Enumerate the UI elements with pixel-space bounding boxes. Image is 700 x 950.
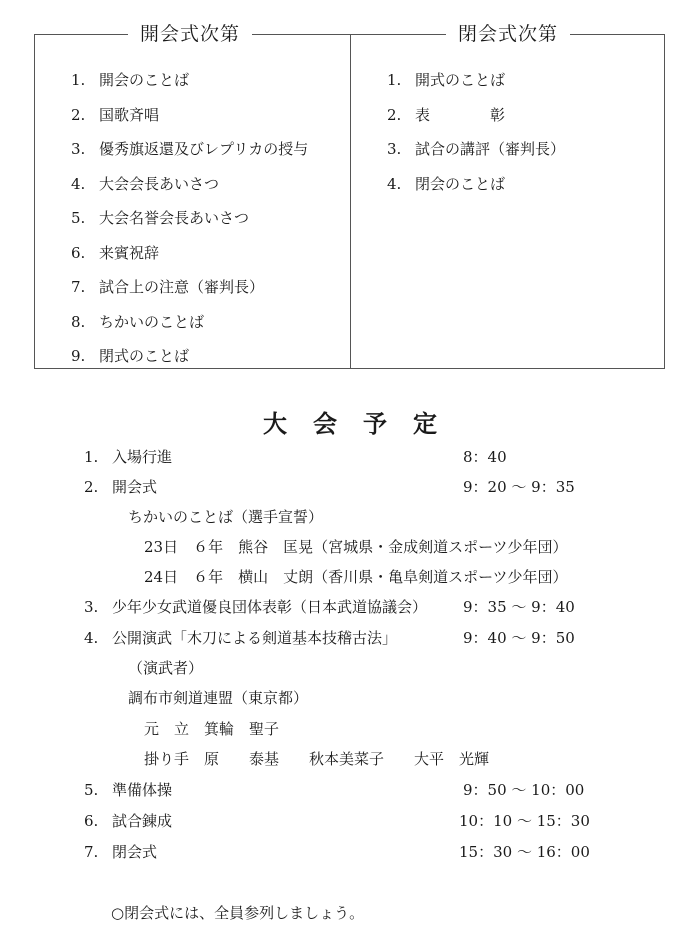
opening-ceremony-item-label: 大会名誉会長あいさつ [99, 209, 250, 227]
opening-ceremony-list [71, 70, 308, 381]
opening-ceremony-item [71, 208, 308, 243]
opening-ceremony-item-label: 大会会長あいさつ [99, 174, 220, 193]
opening-ceremony-item-label: 開会のことば [99, 71, 190, 89]
schedule-subitem: ちかいのことば（選手宣誓） [128, 508, 324, 526]
closing-ceremony-item-number: 2. [387, 105, 402, 124]
closing-ceremony-item-label: 試合の講評（審判長） [415, 140, 566, 158]
schedule-subitem: 調布市剣道連盟（東京都） [128, 689, 309, 707]
opening-ceremony-item [71, 105, 308, 140]
closing-ceremony-item [387, 70, 565, 105]
closing-ceremony-item-number: 4. [387, 174, 402, 193]
opening-ceremony-item [71, 174, 308, 209]
schedule-item-closing: 閉会式 [112, 843, 158, 861]
schedule-subitem: （演武者） [128, 659, 204, 677]
closing-ceremony-item [387, 105, 565, 140]
opening-ceremony-item-label: 国歌斉唱 [99, 105, 160, 124]
column-divider [350, 35, 351, 368]
opening-ceremony-item [71, 346, 308, 381]
closing-ceremony-item-label: 閉会のことば [415, 174, 506, 193]
opening-ceremony-item-number: 2. [71, 105, 86, 124]
opening-ceremony-item-label: 試合上の注意（審判長） [99, 278, 265, 296]
opening-ceremony-item-label: 来賓祝辞 [99, 243, 160, 262]
schedule-num: 4. [84, 629, 99, 647]
opening-ceremony-item [71, 277, 308, 312]
schedule-num: 1. [84, 448, 99, 466]
schedule-time: 8：40 [463, 448, 507, 466]
opening-ceremony-item [71, 243, 308, 278]
schedule-num: 5. [84, 781, 99, 799]
schedule-time: 9：35 ～ 9：40 [463, 598, 575, 616]
schedule-num: 2. [84, 478, 99, 496]
opening-ceremony-item-label: 閉式のことば [99, 347, 190, 365]
opening-ceremony-item-number: 6. [71, 243, 86, 262]
schedule-time: 15：30 ～ 16：00 [459, 843, 590, 861]
schedule-num: 7. [84, 843, 99, 861]
schedule-time: 9：50 ～ 10：00 [463, 781, 585, 799]
schedule-subitem: 元 立 箕輪 聖子 [144, 720, 280, 738]
opening-ceremony-item-number: 5. [71, 209, 86, 227]
closing-ceremony-item [387, 139, 565, 174]
closing-ceremony-item-number: 3. [387, 140, 402, 158]
opening-ceremony-item-number: 3. [71, 140, 86, 158]
opening-ceremony-item [71, 70, 308, 105]
opening-ceremony-item-label: 優秀旗返還及びレプリカの授与 [99, 140, 309, 158]
schedule-num: 3. [84, 598, 99, 616]
closing-attendance-note: ○閉会式には、全員参列しましょう。 [111, 904, 365, 922]
closing-ceremony-item-label: 表 彰 [415, 105, 506, 124]
opening-ceremony-item [71, 312, 308, 347]
schedule-item-demonstration: 公開演武「木刀による剣道基本技稽古法」 [112, 629, 398, 647]
opening-ceremony-item-number: 7. [71, 278, 86, 296]
closing-ceremony-item-number: 1. [387, 71, 402, 89]
schedule-item-opening: 開会式 [112, 478, 158, 496]
schedule-title: 大会予定 [263, 409, 463, 438]
schedule-subitem: 24日 ６年 横山 丈朗（香川県・亀阜剣道スポーツ少年団） [144, 568, 568, 586]
schedule-time: 9：40 ～ 9：50 [463, 629, 575, 647]
closing-ceremony-list [387, 70, 565, 208]
schedule-time: 9：20 ～ 9：35 [463, 478, 575, 496]
opening-ceremony-title: 開会式次第 [128, 21, 252, 47]
schedule-item-entrance: 入場行進 [112, 448, 173, 466]
closing-ceremony-item-label: 開式のことば [415, 71, 506, 89]
opening-ceremony-item-number: 8. [71, 312, 86, 331]
schedule-num: 6. [84, 812, 99, 830]
opening-ceremony-item-number: 4. [71, 174, 86, 193]
opening-ceremony-item [71, 139, 308, 174]
closing-ceremony-item [387, 174, 565, 209]
opening-ceremony-item-number: 9. [71, 347, 86, 365]
opening-ceremony-item-label: ちかいのことば [99, 312, 205, 331]
schedule-time: 10：10 ～ 15：30 [459, 812, 590, 830]
opening-ceremony-item-number: 1. [71, 71, 86, 89]
schedule-item-matches: 試合錬成 [112, 812, 173, 830]
schedule-subitem: 掛り手 原 泰基 秋本美菜子 大平 光輝 [144, 750, 490, 768]
ceremony-program-box [34, 23, 665, 369]
schedule-subitem: 23日 ６年 熊谷 匡晃（宮城県・金成剣道スポーツ少年団） [144, 538, 568, 556]
closing-ceremony-title: 閉会式次第 [446, 21, 570, 47]
schedule-item-warmup: 準備体操 [112, 781, 173, 799]
schedule-item-award: 少年少女武道優良団体表彰（日本武道協議会） [112, 598, 428, 616]
